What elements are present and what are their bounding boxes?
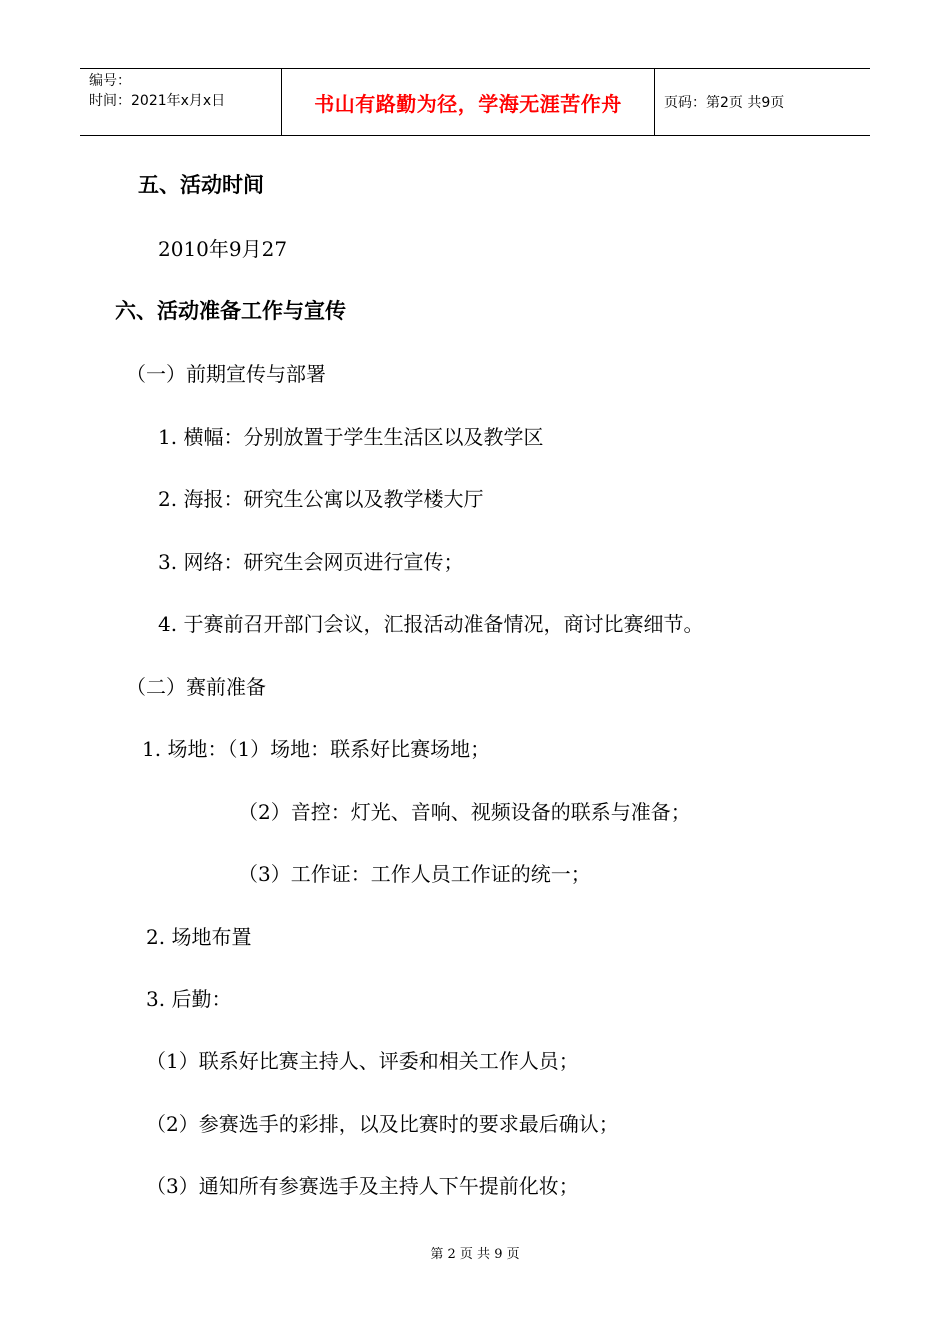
subsection-1-heading: （一）前期宣传与部署	[126, 362, 326, 386]
subsection-2-heading: （二）赛前准备	[126, 675, 266, 699]
publicity-item-meeting: 4. 于赛前召开部门会议，汇报活动准备情况，商讨比赛细节。	[158, 612, 704, 636]
publicity-item-network: 3. 网络：研究生会网页进行宣传；	[158, 550, 464, 574]
publicity-item-poster: 2. 海报：研究生公寓以及教学楼大厅	[158, 487, 484, 511]
prep-item-badge: （3）工作证：工作人员工作证的统一；	[238, 862, 591, 886]
header-page-cell	[655, 69, 870, 135]
header-meta-cell	[80, 69, 282, 135]
document-number-label: 编号：	[89, 73, 131, 89]
logistics-item-rehearsal: （2）参赛选手的彩排，以及比赛时的要求最后确认；	[146, 1112, 619, 1136]
header-motto: 书山有路勤为径，学海无涯苦作舟	[314, 91, 622, 116]
document-header	[80, 68, 870, 136]
header-page-info: 页码：第2页 共9页	[664, 95, 785, 111]
section-6-heading: 六、活动准备工作与宣传	[115, 299, 346, 323]
header-motto-cell	[282, 69, 655, 135]
prep-item-audio: （2）音控：灯光、音响、视频设备的联系与准备；	[238, 800, 691, 824]
activity-date: 2010年9月27	[158, 237, 288, 261]
section-5-heading: 五、活动时间	[138, 173, 264, 197]
prep-item-logistics: 3. 后勤：	[146, 987, 232, 1011]
publicity-item-banner: 1. 横幅：分别放置于学生生活区以及教学区	[158, 425, 544, 449]
logistics-item-makeup: （3）通知所有参赛选手及主持人下午提前化妆；	[146, 1174, 579, 1198]
prep-item-venue: 1. 场地：（1）场地：联系好比赛场地；	[142, 737, 491, 761]
prep-item-layout: 2. 场地布置	[146, 925, 252, 949]
document-date-label: 时间：2021年x月x日	[89, 93, 226, 109]
page-footer	[0, 1246, 950, 1264]
logistics-item-contacts: （1）联系好比赛主持人、评委和相关工作人员；	[146, 1049, 579, 1073]
footer-page-number: 第 2 页 共 9 页	[430, 1247, 520, 1262]
